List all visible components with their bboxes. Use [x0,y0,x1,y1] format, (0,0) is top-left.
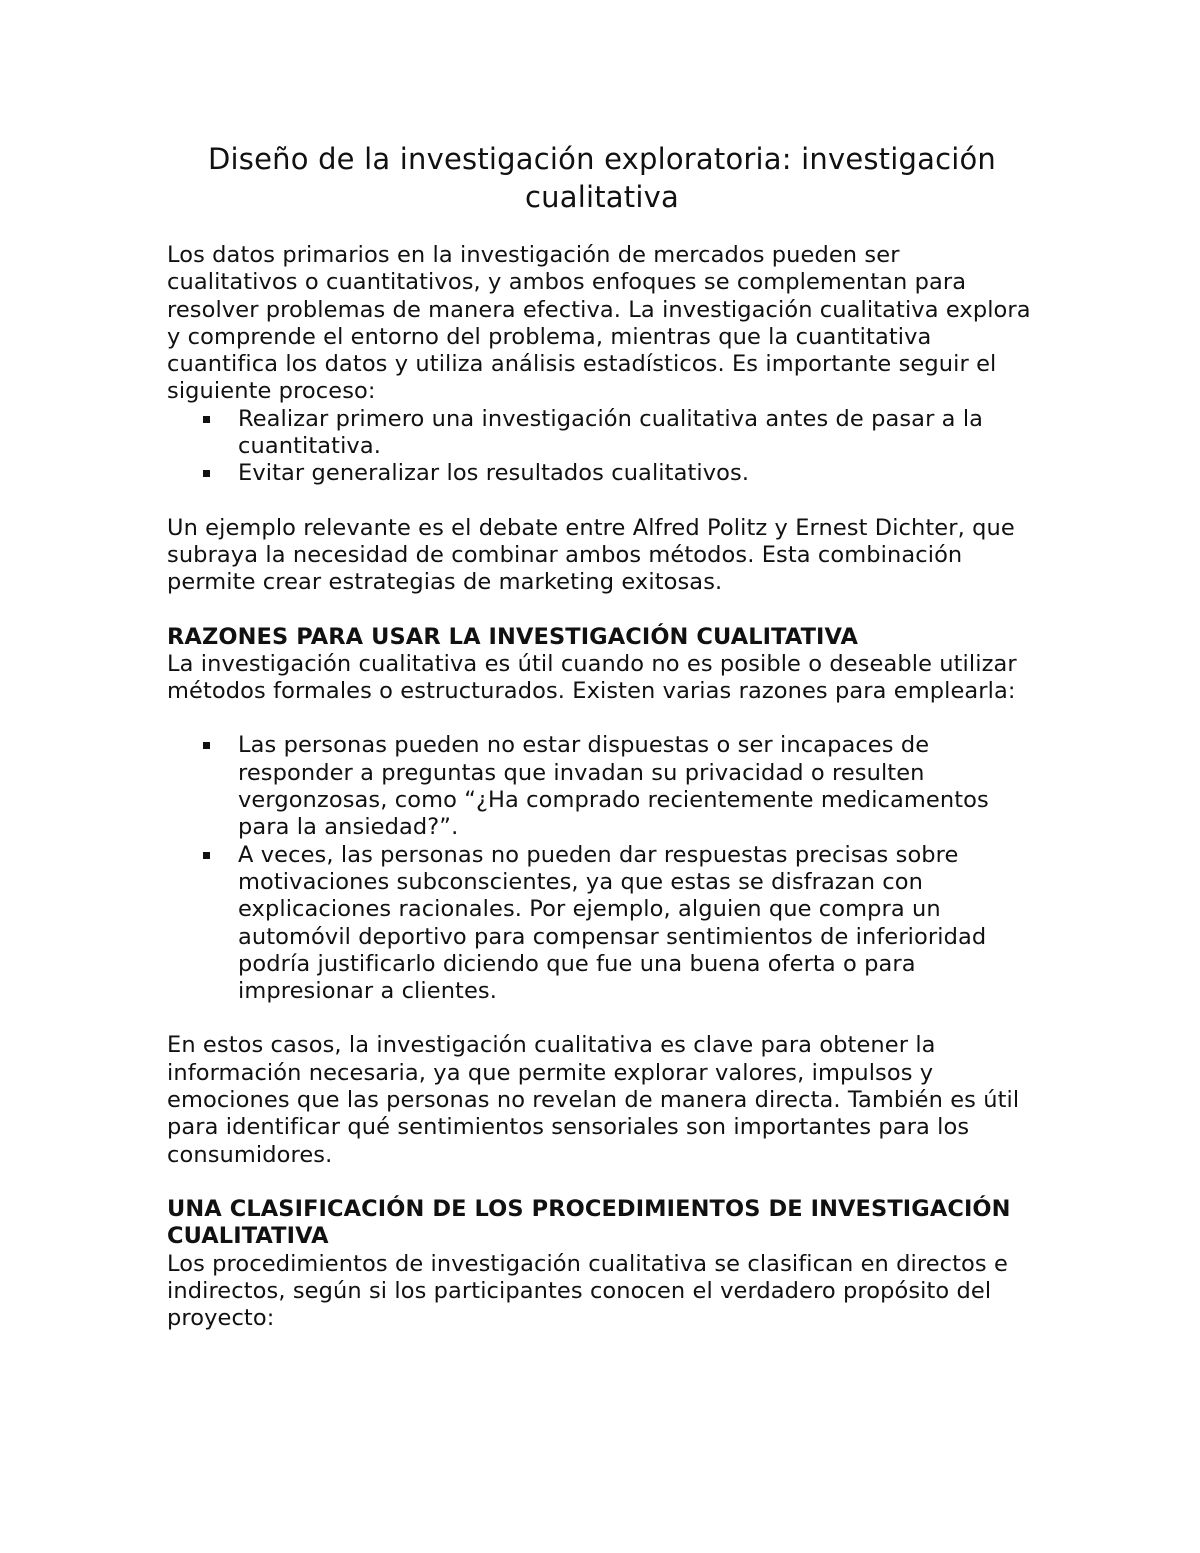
section-heading-classification: UNA CLASIFICACIÓN DE LOS PROCEDIMIENTOS DE INVESTIGACIÓN CUALITATIVA [167,1195,1011,1250]
document-title: Diseño de la investigación exploratoria: investigación cualitativa [207,142,997,214]
list-item [238,406,1037,461]
square-bullet-icon [203,742,210,749]
list-item-text: A veces, las personas no pueden dar respuestas precisas sobre motivaciones subconscientes, ya que estas se disfrazan con explicaciones racionales. Por ejemplo, alguien que compra un automóvil deportivo para compensar sentimientos de inferioridad podría justificarlo diciendo que fue una buena oferta o para impresionar a clientes. [238,841,987,1005]
spacer [167,1169,1037,1196]
reasons-paragraph: La investigación cualitativa es útil cuando no es posible o deseable utilizar métodos formales o estructurados. Existen varias razones para emplearla: [167,650,1017,705]
list-item [238,460,1037,487]
process-bullet-list [167,406,1037,488]
spacer [167,488,1037,515]
intro-paragraph: Los datos primarios en la investigación de mercados pueden ser cualitativos o cuantitativos, y ambos enfoques se complementan para resolver problemas de manera efectiva. La investigación cualitativa explora y comprende el entorno del problema, mientras que la cuantitativa cuantifica los datos y utiliza análisis estadísticos. Es importante seguir el siguiente proceso: [167,242,1031,405]
document-page [167,140,1037,1332]
list-item [238,842,1037,1006]
square-bullet-icon [203,416,210,423]
example-paragraph: Un ejemplo relevante es el debate entre Alfred Politz y Ernest Dichter, que subraya la necesidad de combinar ambos métodos. Esta combinación permite crear estrategias de marketing exitosas. [167,514,1015,596]
list-item-text: Realizar primero una investigación cualitativa antes de pasar a la cuantitativa. [238,405,984,460]
spacer [167,597,1037,624]
reasons-closing-paragraph: En estos casos, la investigación cualitativa es clave para obtener la información necesaria, ya que permite explorar valores, impulsos y emociones que las personas no revelan de manera directa. También es útil para identificar qué sentimientos sensoriales son importantes para los consumidores. [167,1032,1020,1168]
spacer [167,1005,1037,1032]
list-item-text: Evitar generalizar los resultados cualitativos. [238,460,750,487]
list-item-text: Las personas pueden no estar dispuestas o ser incapaces de responder a preguntas que invadan su privacidad o resulten vergonzosas, como “¿Ha comprado recientemente medicamentos para la ansiedad?”. [238,732,989,841]
section-heading-reasons: RAZONES PARA USAR LA INVESTIGACIÓN CUALITATIVA [167,623,859,650]
square-bullet-icon [203,470,210,477]
square-bullet-icon [203,852,210,859]
reasons-bullet-list [167,732,1037,1005]
classification-paragraph: Los procedimientos de investigación cualitativa se clasifican en directos e indirectos, según si los participantes conocen el verdadero propósito del proyecto: [167,1250,1008,1332]
spacer [167,705,1037,732]
list-item [238,732,1037,841]
